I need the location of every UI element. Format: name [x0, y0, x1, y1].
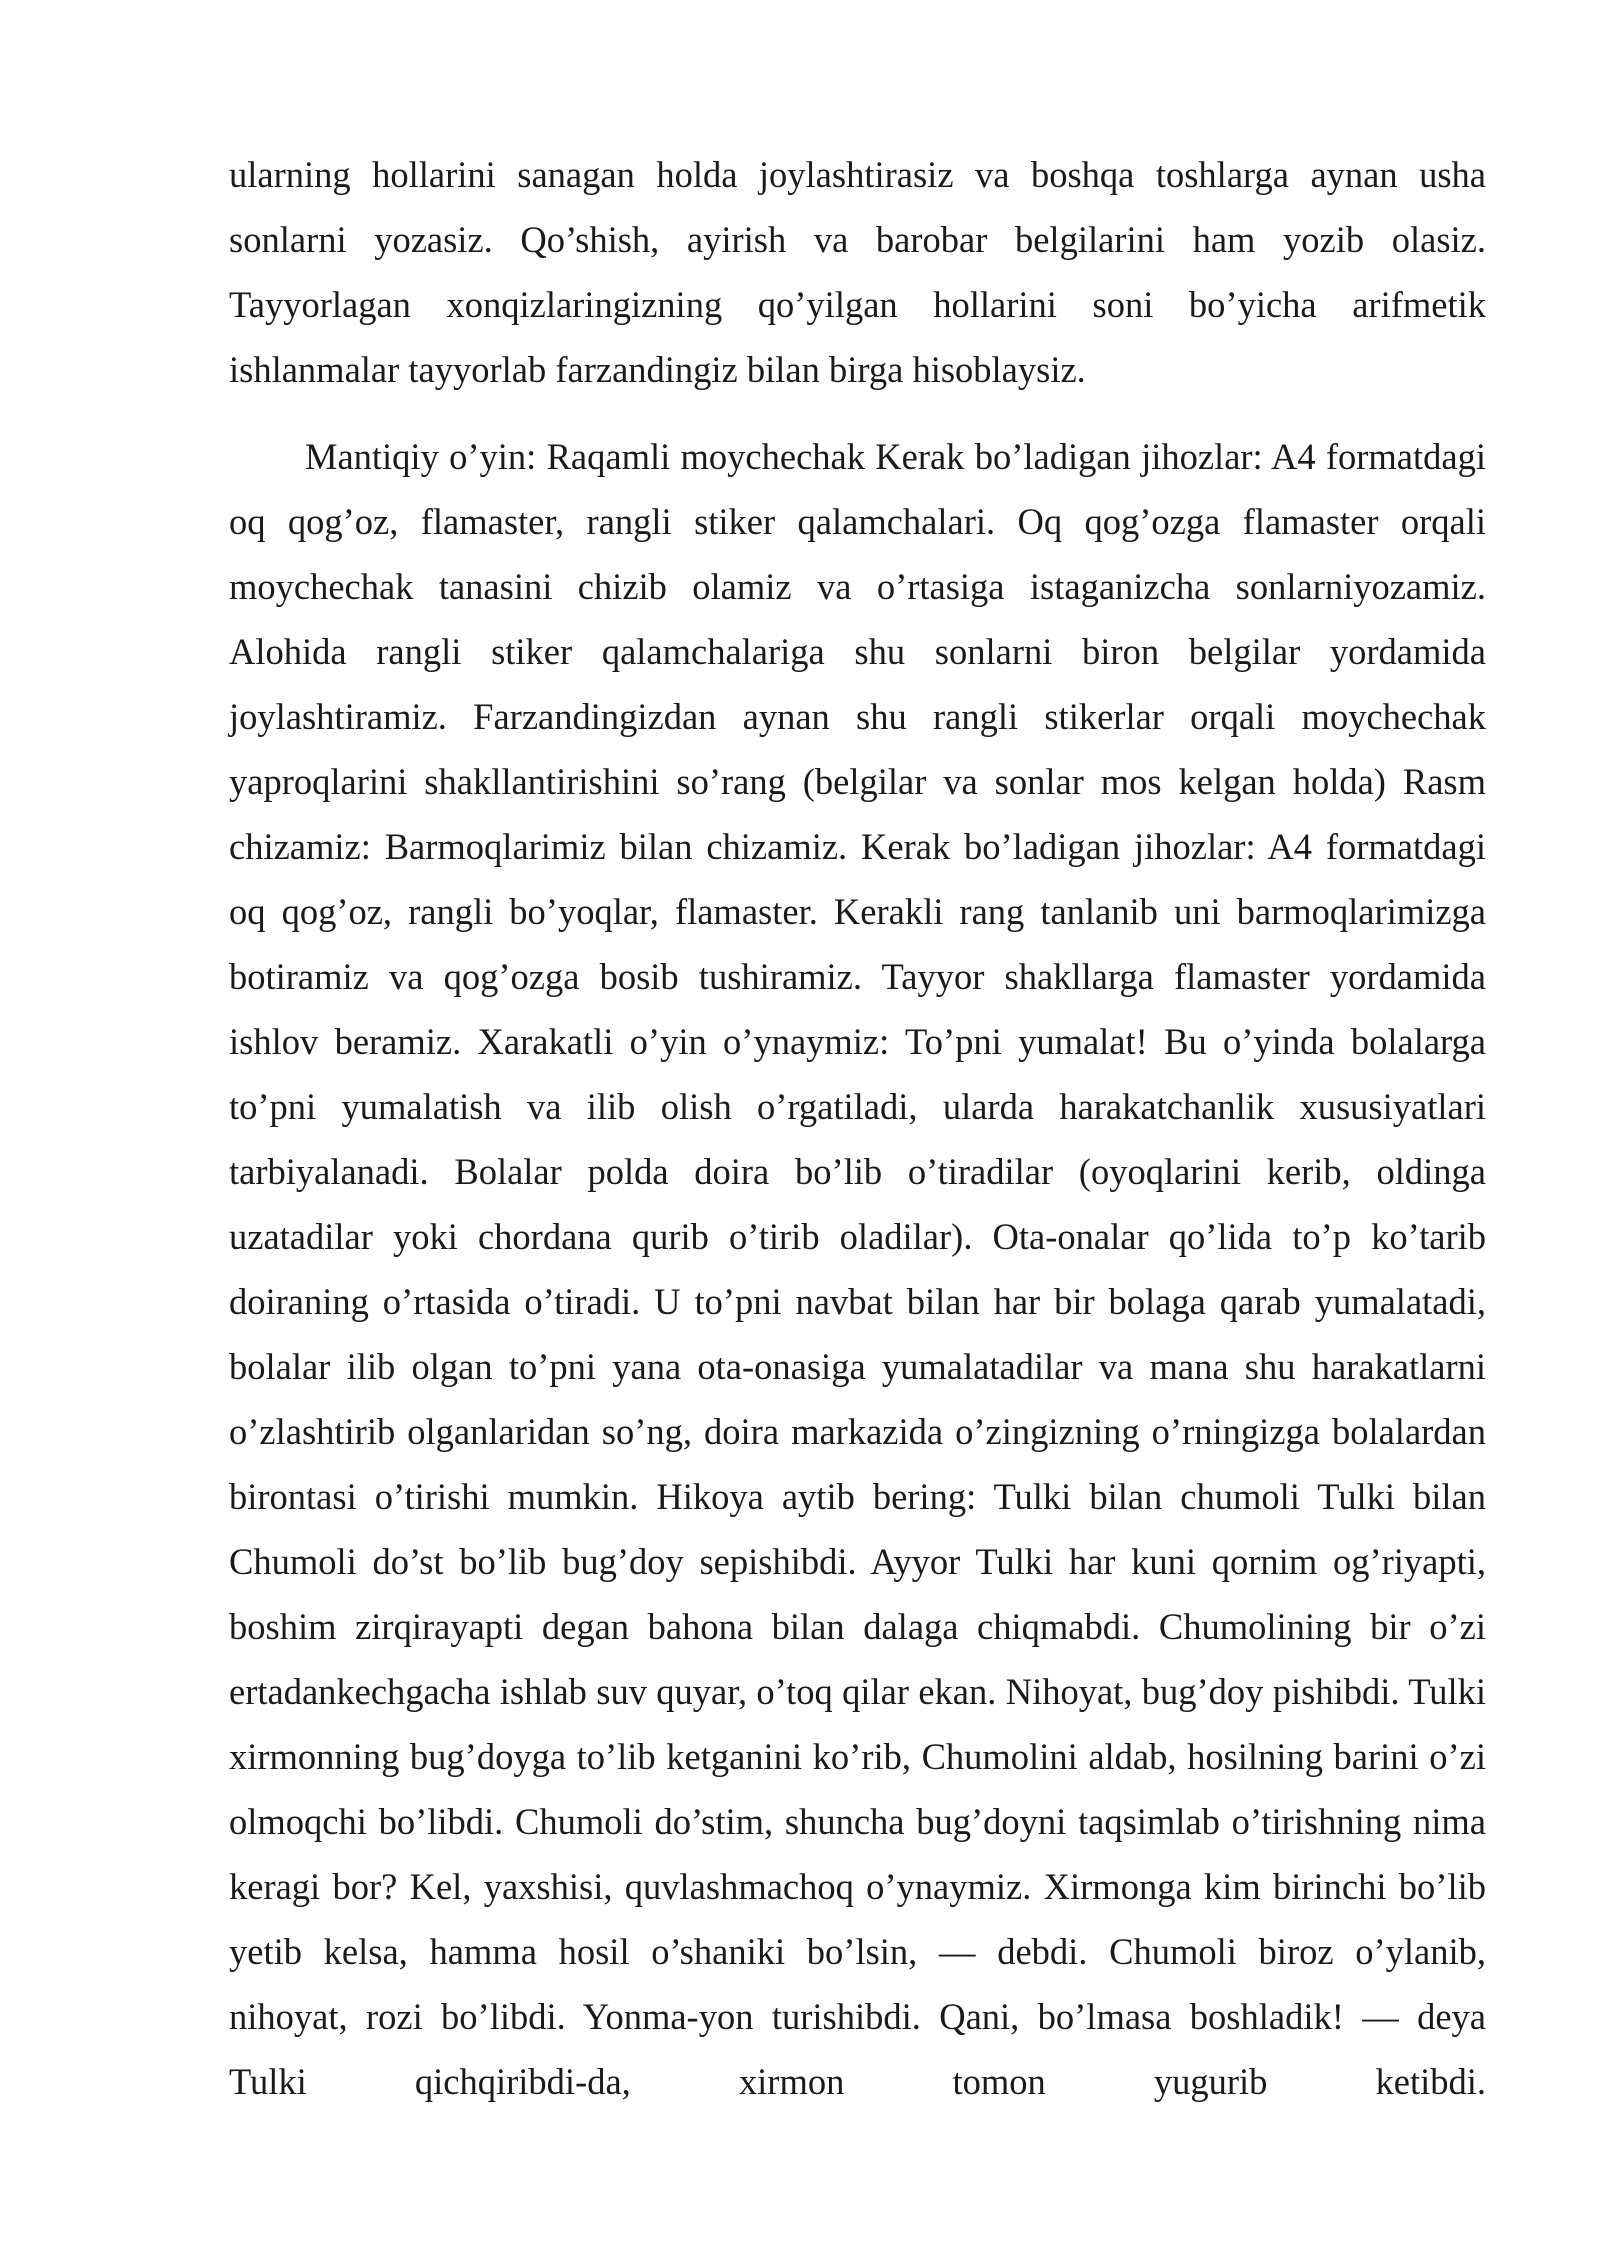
- paragraph-continuation: ularning hollarini sanagan holda joylashtirasiz va boshqa toshlarga aynan usha sonlarni yozasiz. Qo’shish, ayirish va barobar belgilarini ham yozib olasiz. Tayyorlagan xonqizlaringizning qo’yilgan hollarini soni bo’yicha arifmetik ishlanmalar tayyorlab farzandingiz bilan birga hisoblaysiz.: [229, 154, 1486, 390]
- paragraph-main: Mantiqiy o’yin: Raqamli moychechak Kerak bo’ladigan jihozlar: A4 formatdagi oq qog’oz, flamaster, rangli stiker qalamchalari. Oq qog’ozga flamaster orqali moychechak tanasini chizib olamiz va o’rtasiga istaganizcha sonlarniyozamiz. Alohida rangli stiker qalamchalariga shu sonlarni biron belgilar yordamida joylashtiramiz. Farzandingizdan aynan shu rangli stikerlar orqali moychechak yaproqlarini shakllantirishini so’rang (belgilar va sonlar mos kelgan holda) Rasm chizamiz: Barmoqlarimiz bilan chizamiz. Kerak bo’ladigan jihozlar: A4 formatdagi oq qog’oz, rangli bo’yoqlar, flamaster. Kerakli rang tanlanib uni barmoqlarimizga botiramiz va qog’ozga bosib tushiramiz. Tayyor shakllarga flamaster yordamida ishlov beramiz. Xarakatli o’yin o’ynaymiz: To’pni yumalat! Bu o’yinda bolalarga to’pni yumalatish va ilib olish o’rgatiladi, ularda harakatchanlik xususiyatlari tarbiyalanadi. Bolalar polda doira bo’lib o’tiradilar (oyoqlarini kerib, oldinga uzatadilar yoki chordana qurib o’tirib oladilar). Ota-onalar qo’lida to’p ko’tarib doiraning o’rtasida o’tiradi. U to’pni navbat bilan har bir bolaga qarab yumalatadi, bolalar ilib olgan to’pni yana ota-onasiga yumalatadilar va mana shu harakatlarni o’zlashtirib olganlaridan so’ng, doira markazida o’zingizning o’rningizga bolalardan birontasi o’tirishi mumkin. Hikoya aytib bering: Tulki bilan chumoli Tulki bilan Chumoli do’st bo’lib bug’doy sepishibdi. Ayyor Tulki har kuni qornim og’riyapti, boshim zirqirayapti degan bahona bilan dalaga chiqmabdi. Chumolining bir o’zi ertadankechgacha ishlab suv quyar, o’toq qilar ekan. Nihoyat, bug’doy pishibdi. Tulki xirmonning bug’doyga to’lib ketganini ko’rib, Chumolini aldab, hosilning barini o’zi olmoqchi bo’libdi. Chumoli do’stim, shuncha bug’doyni taqsimlab o’tirishning nima keragi bor? Kel, yaxshisi, quvlashmachoq o’ynaymiz. Xirmonga kim birinchi bo’lib yetib kelsa, hamma hosil o’shaniki bo’lsin, — debdi. Chumoli biroz o’ylanib, nihoyat, rozi bo’libdi. Yonma-yon turishibdi. Qani, bo’lmasa boshladik! — deya Tulki qichqiribdi-da, xirmon tomon yugurib ketibdi.: [229, 436, 1486, 2102]
- document-page: [229, 142, 1486, 2114]
